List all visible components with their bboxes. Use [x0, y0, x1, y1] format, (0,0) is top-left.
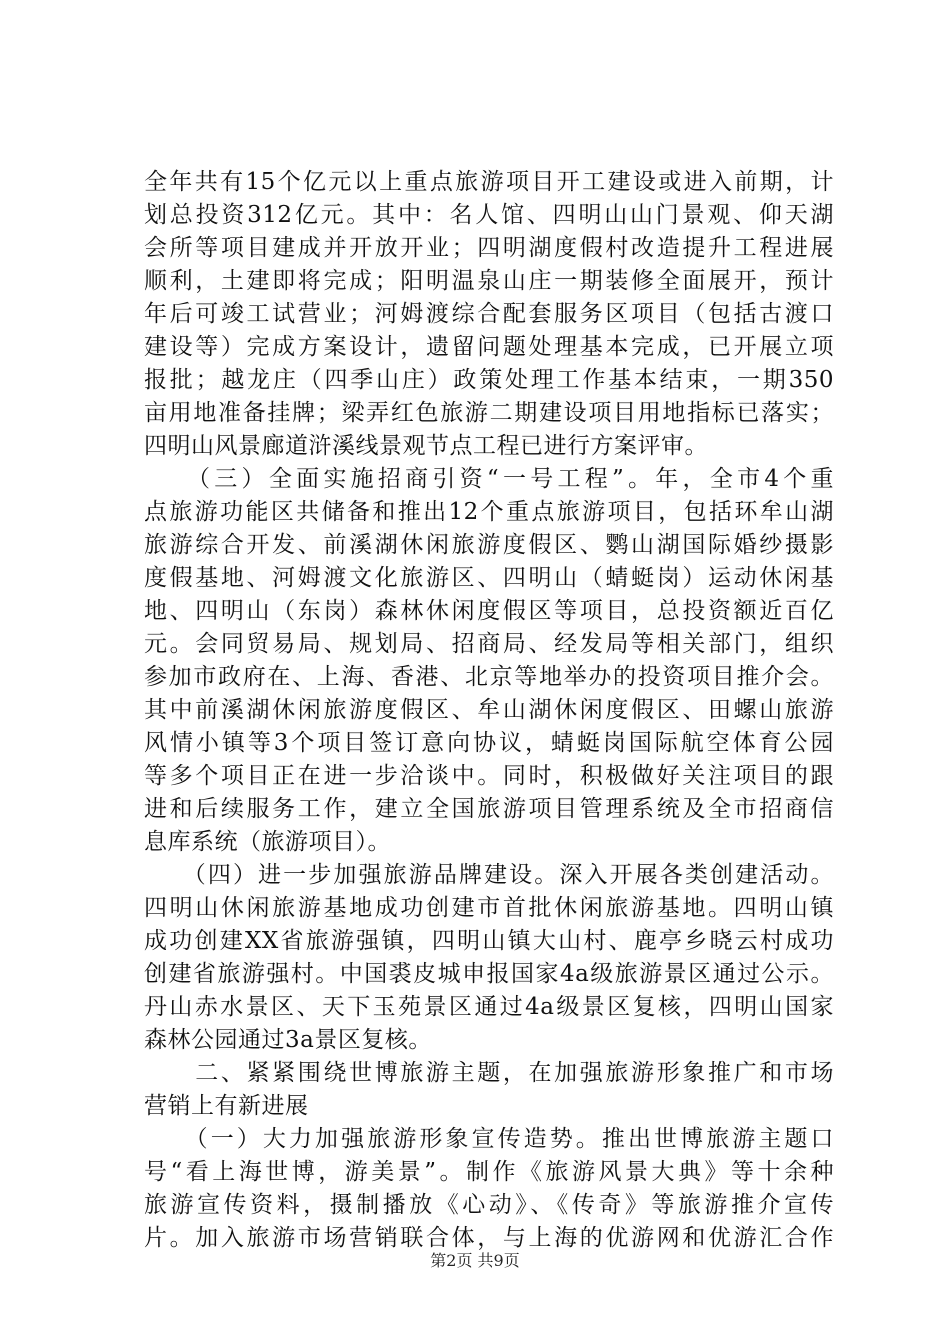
text-line: 年后可竣工试营业；河姆渡综合配套服务区项目（包括古渡口	[144, 301, 834, 327]
text-line: 其中前溪湖休闲旅游度假区、牟山湖休闲度假区、田螺山旅游	[144, 697, 834, 723]
text-line: 息库系统（旅游项目）。	[144, 829, 391, 855]
text-line: 二、紧紧围绕世博旅游主题，在加强旅游形象推广和市场	[144, 1060, 834, 1086]
text-line: （三）全面实施招商引资“一号工程”。年，全市4个重	[144, 466, 834, 492]
text-line: 四明山休闲旅游基地成功创建市首批休闲旅游基地。四明山镇	[144, 895, 834, 921]
text-line: 参加市政府在、上海、香港、北京等地举办的投资项目推介会。	[144, 664, 834, 690]
page-footer	[0, 1248, 950, 1271]
text-line: （四）进一步加强旅游品牌建设。深入开展各类创建活动。	[144, 862, 834, 888]
text-line: 划总投资312亿元。其中：名人馆、四明山山门景观、仰天湖	[144, 202, 834, 228]
text-line: 片。加入旅游市场营销联合体，与上海的优游网和优游汇合作	[144, 1225, 834, 1251]
text-line: 全年共有15个亿元以上重点旅游项目开工建设或进入前期，计	[144, 169, 834, 195]
text-line: 度假基地、河姆渡文化旅游区、四明山（蜻蜓岗）运动休闲基	[144, 565, 834, 591]
text-line: 风情小镇等3个项目签订意向协议，蜻蜓岗国际航空体育公园	[144, 730, 834, 756]
text-line: 地、四明山（东岗）森林休闲度假区等项目，总投资额近百亿	[144, 598, 834, 624]
text-line: 成功创建XX省旅游强镇，四明山镇大山村、鹿亭乡晓云村成功	[144, 928, 834, 954]
text-line: 森林公园通过3a景区复核。	[144, 1027, 432, 1053]
text-line: 旅游宣传资料，摄制播放《心动》、《传奇》等旅游推介宣传	[144, 1192, 834, 1218]
text-line: 进和后续服务工作，建立全国旅游项目管理系统及全市招商信	[144, 796, 834, 822]
text-line: 建设等）完成方案设计，遗留问题处理基本完成，已开展立项	[144, 334, 834, 360]
text-line: 旅游综合开发、前溪湖休闲旅游度假区、鹦山湖国际婚纱摄影	[144, 532, 834, 558]
page-number-label: 第2页 共9页	[430, 1251, 520, 1270]
text-line: 丹山赤水景区、天下玉苑景区通过4a级景区复核，四明山国家	[144, 994, 834, 1020]
text-line: 会所等项目建成并开放开业；四明湖度假村改造提升工程进展	[144, 235, 834, 261]
text-line: （一）大力加强旅游形象宣传造势。推出世博旅游主题口	[144, 1126, 834, 1152]
text-line: 创建省旅游强村。中国裘皮城申报国家4a级旅游景区通过公示。	[144, 961, 834, 987]
text-line: 等多个项目正在进一步洽谈中。同时，积极做好关注项目的跟	[144, 763, 834, 789]
text-line: 报批；越龙庄（四季山庄）政策处理工作基本结束，一期350	[144, 367, 834, 393]
text-line: 亩用地准备挂牌；梁弄红色旅游二期建设项目用地指标已落实；	[144, 400, 834, 426]
text-line: 四明山风景廊道浒溪线景观节点工程已进行方案评审。	[144, 433, 708, 459]
text-line: 营销上有新进展	[144, 1093, 309, 1119]
text-line: 号“看上海世博，游美景”。制作《旅游风景大典》等十余种	[144, 1159, 834, 1185]
text-line: 元。会同贸易局、规划局、招商局、经发局等相关部门，组织	[144, 631, 834, 657]
text-line: 点旅游功能区共储备和推出12个重点旅游项目，包括环牟山湖	[144, 499, 834, 525]
document-body	[144, 166, 834, 1255]
text-line: 顺利，土建即将完成；阳明温泉山庄一期装修全面展开，预计	[144, 268, 834, 294]
